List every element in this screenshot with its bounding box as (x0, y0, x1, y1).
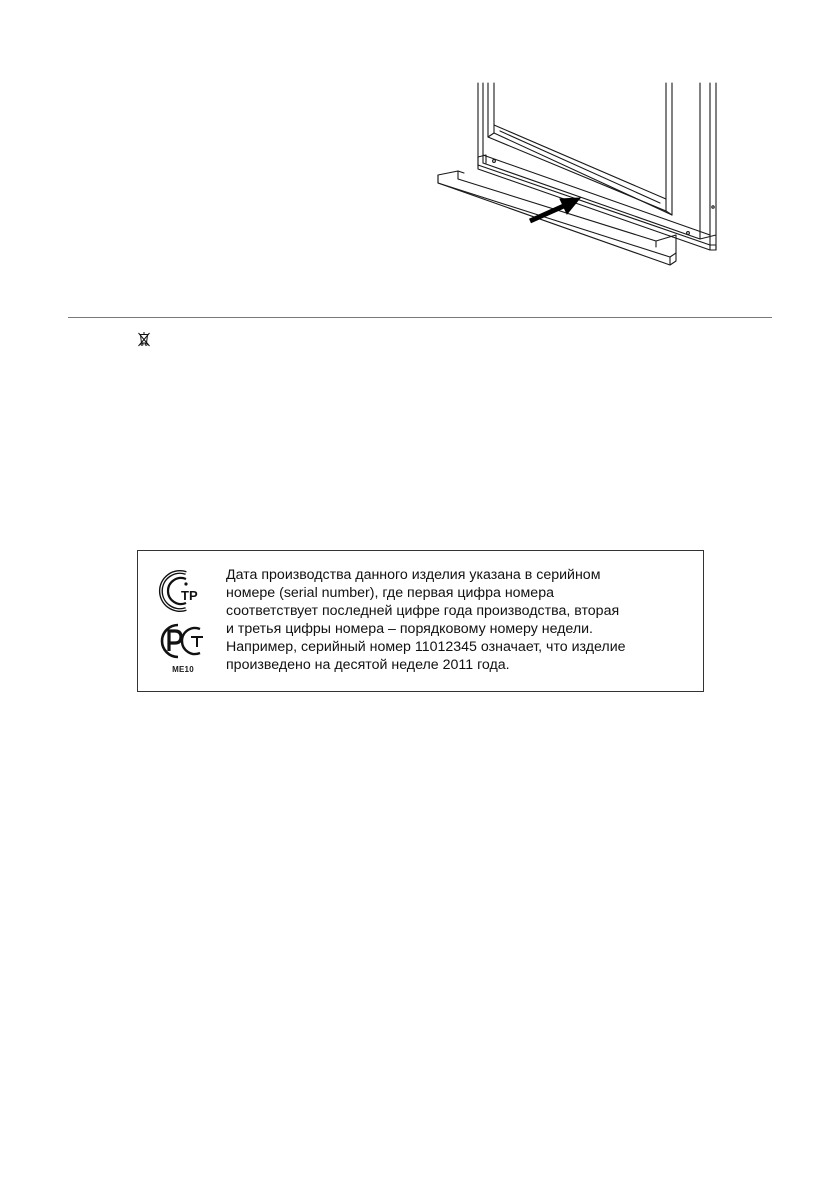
serial-number-explanation (226, 566, 696, 674)
plinth-installation-illustration (430, 75, 730, 275)
text-line: и третья цифры номера – порядковому номеру недели. (226, 621, 593, 637)
plinth-installation-drawing (430, 75, 730, 275)
text-line: соответствует последней цифре года производства, вторая (226, 603, 620, 619)
rst-certification-mark (158, 621, 208, 661)
certification-code: ME10 (172, 665, 194, 674)
text-line: номере (serial number), где первая цифра номера (226, 585, 554, 601)
crossed-out-wheelie-bin-icon (137, 331, 151, 347)
text-line: Дата производства данного изделия указана в серийном (226, 567, 601, 583)
text-line: Например, серийный номер 11012345 означает, что изделие (226, 639, 626, 655)
certification-marks (156, 567, 210, 677)
section-divider (68, 317, 772, 318)
certification-info-box (137, 550, 704, 692)
pct-certification-mark (156, 567, 210, 615)
svg-text:ТР: ТР (181, 588, 198, 603)
text-line: произведено на десятой неделе 2011 года. (226, 657, 510, 673)
